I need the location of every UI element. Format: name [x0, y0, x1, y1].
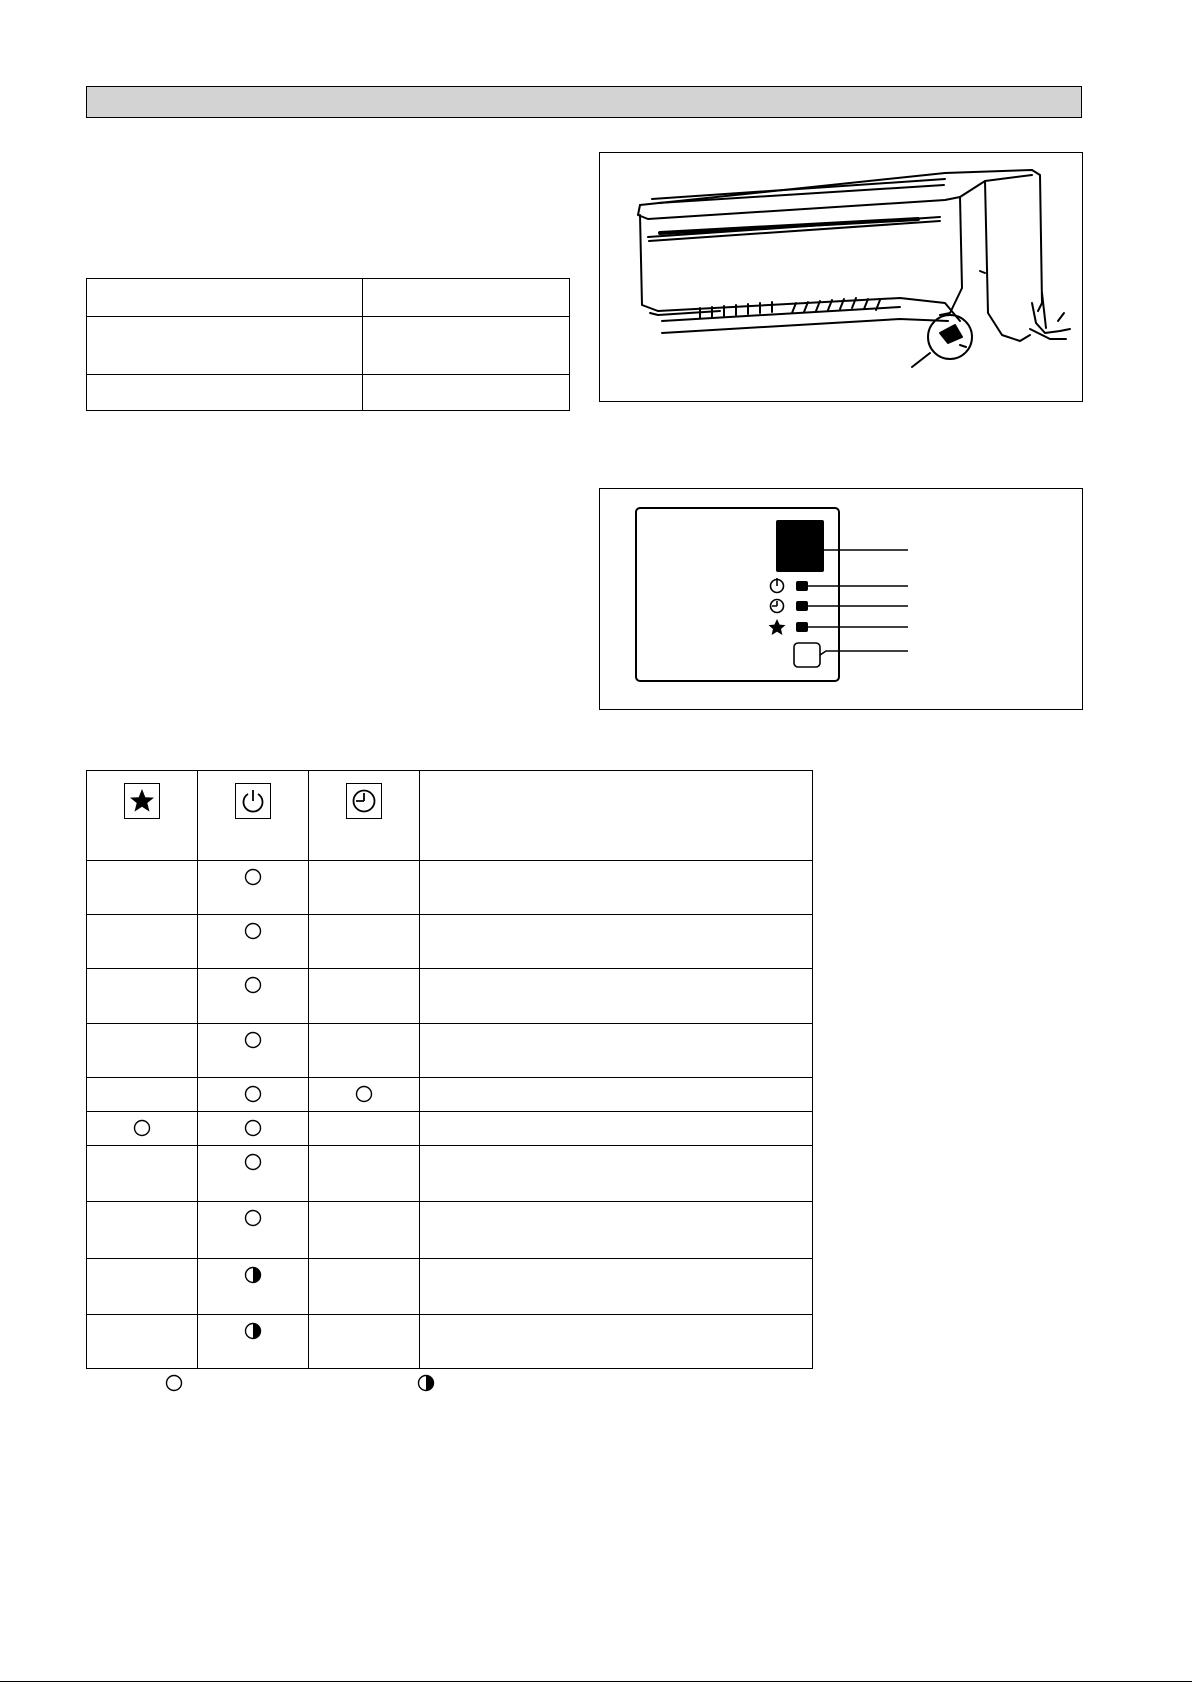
economy-lamp-cell: [87, 969, 198, 1024]
blinking-mark-icon: [244, 1266, 262, 1284]
table-row: [87, 1146, 813, 1202]
operation-lamp-cell: [198, 1202, 309, 1259]
lighted-mark-icon: [133, 1119, 151, 1137]
table-cell-label: [87, 279, 363, 317]
economy-lamp-cell: [87, 1315, 198, 1369]
description-cell: [420, 1024, 813, 1078]
legend-lighted: [165, 1374, 183, 1392]
description-cell: [420, 915, 813, 969]
operation-lamp-cell: [198, 915, 309, 969]
table-row: [87, 1024, 813, 1078]
timer-lamp-cell: [309, 1146, 420, 1202]
economy-lamp-cell: [87, 861, 198, 915]
lighted-mark-icon: [244, 976, 262, 994]
lighted-mark-icon: [244, 1153, 262, 1171]
legend-blinking: [417, 1374, 435, 1392]
table-row: [87, 279, 570, 317]
economy-lamp-cell: [87, 1112, 198, 1146]
timer-lamp-cell: [309, 861, 420, 915]
blinking-mark-icon: [244, 1322, 262, 1340]
table-cell-value: [363, 279, 570, 317]
operation-lamp-cell: [198, 1315, 309, 1369]
table-row: [87, 861, 813, 915]
table-row: [87, 317, 570, 375]
operation-lamp-cell: [198, 1146, 309, 1202]
table-row: [87, 969, 813, 1024]
indoor-unit-figure: [599, 152, 1083, 402]
description-cell: [420, 861, 813, 915]
description-cell: [420, 1259, 813, 1315]
economy-lamp-cell: [87, 1024, 198, 1078]
lighted-mark-icon: [244, 868, 262, 886]
power-supply-table: [86, 278, 570, 411]
table-header-row: [87, 771, 813, 861]
description-cell: [420, 1146, 813, 1202]
air-conditioner-illustration: [600, 153, 1082, 401]
table-cell-value: [363, 375, 570, 411]
economy-lamp-cell: [87, 1078, 198, 1112]
table-row: [87, 1315, 813, 1369]
operation-lamp-cell: [198, 1078, 309, 1112]
operation-lamp-cell: [198, 969, 309, 1024]
timer-lamp-cell: [309, 1202, 420, 1259]
timer-lamp-cell: [309, 969, 420, 1024]
table-row: [87, 1202, 813, 1259]
description-cell: [420, 969, 813, 1024]
indicator-panel-illustration: [600, 489, 1082, 709]
lighted-mark-icon: [355, 1085, 373, 1103]
table-row: [87, 375, 570, 411]
indicator-panel-figure: [599, 488, 1083, 710]
star-icon: [124, 783, 160, 819]
description-cell: [420, 1078, 813, 1112]
description-cell: [420, 1315, 813, 1369]
timer-lamp-cell: [309, 1078, 420, 1112]
economy-lamp-cell: [87, 915, 198, 969]
operation-lamp-cell: [198, 1112, 309, 1146]
operation-lamp-cell: [198, 1024, 309, 1078]
timer-lamp-cell: [309, 1259, 420, 1315]
lighted-mark-icon: [244, 1085, 262, 1103]
table-row: [87, 915, 813, 969]
operation-lamp-cell: [198, 861, 309, 915]
blinking-mark-icon: [417, 1374, 435, 1392]
timer-lamp-cell: [309, 1024, 420, 1078]
economy-column-header: [87, 771, 198, 861]
clock-icon: [346, 783, 382, 819]
page-bottom-rule: [0, 1681, 1192, 1682]
lighted-mark-icon: [244, 1209, 262, 1227]
indicator-status-table: [86, 770, 813, 1369]
description-column-header: [420, 771, 813, 861]
table-row: [87, 1078, 813, 1112]
lighted-mark-icon: [244, 1119, 262, 1137]
timer-lamp-cell: [309, 1315, 420, 1369]
operation-lamp-cell: [198, 1259, 309, 1315]
timer-column-header: [309, 771, 420, 861]
description-cell: [420, 1112, 813, 1146]
table-cell-label: [87, 375, 363, 411]
lighted-mark-icon: [244, 1031, 262, 1049]
power-icon: [235, 783, 271, 819]
economy-lamp-cell: [87, 1146, 198, 1202]
economy-lamp-cell: [87, 1259, 198, 1315]
timer-lamp-cell: [309, 915, 420, 969]
operation-column-header: [198, 771, 309, 861]
section-header-bar: [86, 86, 1082, 118]
lighted-mark-icon: [244, 922, 262, 940]
table-cell-label: [87, 317, 363, 375]
lighted-mark-icon: [165, 1374, 183, 1392]
table-row: [87, 1259, 813, 1315]
description-cell: [420, 1202, 813, 1259]
economy-lamp-cell: [87, 1202, 198, 1259]
table-row: [87, 1112, 813, 1146]
timer-lamp-cell: [309, 1112, 420, 1146]
table-cell-value: [363, 317, 570, 375]
